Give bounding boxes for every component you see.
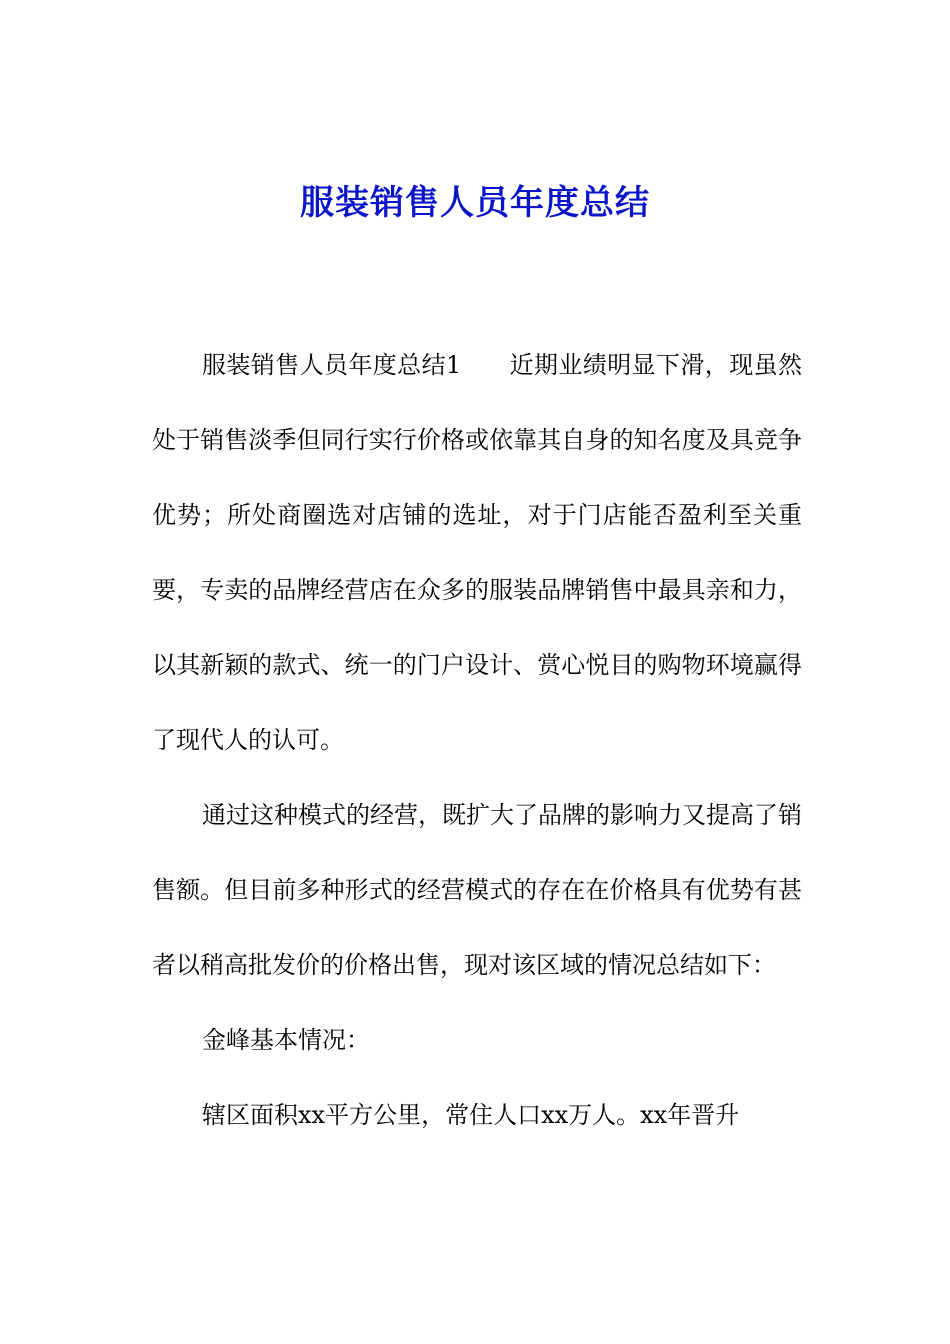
- paragraph-2: 通过这种模式的经营，既扩大了品牌的影响力又提高了销售额。但目前多种形式的经营模式的存在在价格具有优势有甚者以稍高批发价的价格出售，现对该区域的情况总结如下：: [152, 801, 802, 979]
- paragraph-1-text: 近期业绩明显下滑，现虽然处于销售淡季但同行实行价格或依靠其自身的知名度及具竞争优势；所处商圈选对店铺的选址，对于门店能否盈利至关重要，专卖的品牌经营店在众多的服装品牌销售中最具亲和力，以其新颖的款式、统一的门户设计、赏心悦目的购物环境赢得了现代人的认可。: [152, 351, 802, 754]
- paragraph-1-lead: 服装销售人员年度总结1: [202, 351, 462, 379]
- document-body: [152, 328, 802, 1153]
- paragraph-3: 金峰基本情况：: [202, 1026, 370, 1054]
- paragraph-4: 辖区面积xx平方公里，常住人口xx万人。xx年晋升: [202, 1101, 740, 1129]
- paragraph-1: [152, 328, 802, 778]
- document-title: 服装销售人员年度总结: [300, 183, 650, 223]
